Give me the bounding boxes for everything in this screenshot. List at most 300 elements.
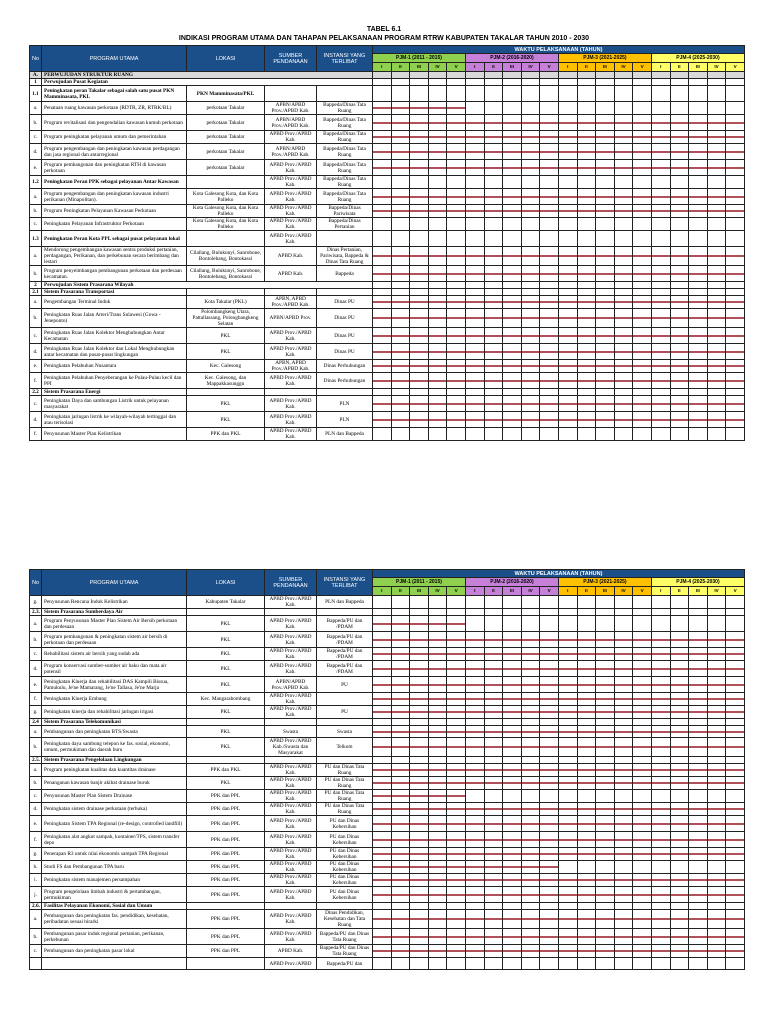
schedule-bar: [540, 668, 558, 670]
schedule-bar: [708, 698, 726, 700]
schedule-bar: [596, 731, 614, 733]
schedule-cell: [484, 803, 503, 816]
schedule-cell: [373, 596, 392, 609]
schedule-cell: [391, 764, 410, 777]
schedule-bar: [671, 711, 689, 713]
table-row: [30, 296, 745, 309]
schedule-bar: [633, 210, 651, 212]
schedule-cell: [447, 266, 466, 282]
item-number: b.: [30, 115, 42, 131]
schedule-cell: [614, 790, 633, 803]
phase-header-1: PJM-1 (2011 - 2015): [373, 578, 466, 587]
schedule-bar: [578, 419, 596, 421]
schedule-cell: [521, 903, 540, 910]
schedule-bar: [410, 317, 428, 319]
program-name: Mendorong pengembangan kawasan sentra produksi pertanian, perdagangan, Perikanan, dan perkebunan secara berimbang dan lestari: [42, 247, 187, 266]
schedule-cell: [391, 616, 410, 632]
schedule-bar: [633, 668, 651, 670]
schedule-cell: [391, 266, 410, 282]
schedule-cell: [540, 726, 559, 738]
schedule-cell: [670, 874, 689, 887]
table-row: [30, 677, 745, 693]
year-header: II: [577, 587, 596, 596]
schedule-bar: [540, 639, 558, 641]
schedule-cell: [726, 632, 745, 648]
schedule-cell: [577, 661, 596, 677]
schedule-cell: [633, 412, 652, 428]
schedule-cell: [670, 632, 689, 648]
schedule-cell: [577, 412, 596, 428]
schedule-cell: [726, 79, 745, 86]
item-number: b.: [30, 309, 42, 328]
schedule-bar: [392, 273, 410, 275]
schedule-cell: [614, 218, 633, 231]
location: perkotaan Takalar: [187, 144, 265, 160]
phase-header-4: PJM-4 (2025-2030): [651, 578, 744, 587]
schedule-cell: [410, 79, 429, 86]
schedule-bar: [429, 301, 447, 303]
location: PPK dan PPL: [187, 887, 265, 903]
schedule-bar: [726, 151, 744, 153]
schedule-cell: [540, 848, 559, 861]
schedule-cell: [633, 396, 652, 412]
schedule-bar: [447, 167, 465, 169]
schedule-bar: [633, 731, 651, 733]
schedule-bar: [540, 950, 558, 952]
schedule-cell: [540, 861, 559, 874]
schedule-bar: [392, 746, 410, 748]
schedule-cell: [503, 803, 522, 816]
agency: Dinas PU: [317, 328, 373, 344]
schedule-cell: [726, 86, 745, 102]
schedule-bar: [689, 782, 707, 784]
item-number: 2.6.: [30, 903, 42, 910]
schedule-bar: [652, 317, 670, 319]
schedule-cell: [484, 764, 503, 777]
schedule-cell: [726, 596, 745, 609]
schedule-cell: [558, 131, 577, 144]
schedule-cell: [447, 247, 466, 266]
schedule-cell: [596, 396, 615, 412]
location: PPK dan PPL: [187, 910, 265, 929]
table-row: [30, 218, 745, 231]
year-header: III: [689, 63, 708, 72]
group-number: 1: [30, 79, 42, 86]
schedule-bar: [429, 746, 447, 748]
schedule-cell: [689, 929, 708, 945]
year-header: III: [410, 63, 429, 72]
schedule-cell: [633, 231, 652, 247]
schedule-bar: [447, 918, 465, 920]
year-header: IV: [614, 587, 633, 596]
schedule-cell: [428, 189, 447, 205]
schedule-cell: [410, 661, 429, 677]
schedule-bar: [540, 403, 558, 405]
program-name: Peningkatan daya sambung telepon ke fas. sosial, ekonomi, umum, permukiman dan daerah buru: [42, 738, 187, 757]
schedule-cell: [651, 726, 670, 738]
schedule-bar: [447, 769, 465, 771]
schedule-bar: [522, 936, 540, 938]
schedule-bar: [540, 196, 558, 198]
schedule-cell: [410, 616, 429, 632]
schedule-bar: [559, 403, 577, 405]
schedule-bar: [447, 668, 465, 670]
schedule-cell: [651, 803, 670, 816]
schedule-bar: [522, 711, 540, 713]
agency: [317, 389, 373, 396]
schedule-cell: [373, 72, 392, 79]
schedule-cell: [651, 719, 670, 726]
location: PPK dan PPL: [187, 848, 265, 861]
schedule-cell: [596, 115, 615, 131]
schedule-cell: [707, 344, 726, 360]
schedule-cell: [521, 102, 540, 115]
schedule-bar: [689, 839, 707, 841]
schedule-cell: [503, 719, 522, 726]
location: PPK dan PKL: [187, 428, 265, 441]
schedule-bar: [410, 419, 428, 421]
schedule-cell: [596, 360, 615, 373]
program-name: Pembangunan dan peningkatan BTS/Swasta: [42, 726, 187, 738]
schedule-bar: [689, 403, 707, 405]
schedule-bar: [540, 918, 558, 920]
schedule-cell: [503, 887, 522, 903]
schedule-bar: [540, 894, 558, 896]
schedule-cell: [670, 848, 689, 861]
schedule-cell: [726, 102, 745, 115]
schedule-cell: [614, 719, 633, 726]
funding-source: APBD Prov./APBD Kab.: [265, 373, 317, 389]
schedule-cell: [558, 412, 577, 428]
schedule-bar: [410, 365, 428, 367]
program-name: Pengembangan Terminal Induk: [42, 296, 187, 309]
schedule-bar: [708, 317, 726, 319]
schedule-cell: [428, 929, 447, 945]
schedule-cell: [540, 231, 559, 247]
schedule-cell: [651, 289, 670, 296]
schedule-cell: [633, 72, 652, 79]
schedule-bar: [615, 403, 633, 405]
schedule-cell: [540, 266, 559, 282]
location: PKL: [187, 344, 265, 360]
schedule-cell: [410, 282, 429, 289]
schedule-bar: [578, 684, 596, 686]
schedule-bar: [708, 839, 726, 841]
schedule-bar: [373, 950, 391, 952]
location: Kota Galesong Kota, dan Kota Palleko: [187, 218, 265, 231]
schedule-bar: [708, 122, 726, 124]
schedule-bar: [726, 698, 744, 700]
table-row: [30, 790, 745, 803]
schedule-cell: [391, 874, 410, 887]
schedule-cell: [428, 131, 447, 144]
year-header: III: [410, 587, 429, 596]
schedule-cell: [726, 344, 745, 360]
schedule-cell: [410, 344, 429, 360]
schedule-bar: [373, 769, 391, 771]
schedule-bar: [429, 335, 447, 337]
schedule-bar: [429, 196, 447, 198]
schedule-bar: [615, 746, 633, 748]
year-header: II: [577, 63, 596, 72]
schedule-cell: [558, 887, 577, 903]
schedule-bar: [559, 122, 577, 124]
schedule-cell: [391, 719, 410, 726]
schedule-bar: [689, 122, 707, 124]
schedule-bar: [726, 196, 744, 198]
schedule-cell: [633, 86, 652, 102]
schedule-bar: [596, 668, 614, 670]
schedule-bar: [596, 853, 614, 855]
schedule-cell: [465, 115, 484, 131]
schedule-bar: [410, 136, 428, 138]
schedule-cell: [540, 247, 559, 266]
schedule-bar: [652, 273, 670, 275]
schedule-cell: [428, 661, 447, 677]
year-header: III: [596, 587, 615, 596]
schedule-cell: [726, 373, 745, 389]
schedule-cell: [633, 296, 652, 309]
funding-source: [265, 389, 317, 396]
schedule-cell: [614, 86, 633, 102]
schedule-cell: [614, 764, 633, 777]
schedule-cell: [484, 832, 503, 848]
schedule-cell: [670, 360, 689, 373]
schedule-bar: [615, 839, 633, 841]
funding-source: APBD Prov./APBD Kab.: [265, 832, 317, 848]
schedule-cell: [447, 764, 466, 777]
schedule-cell: [447, 726, 466, 738]
schedule-bar: [559, 853, 577, 855]
schedule-bar: [485, 317, 503, 319]
schedule-bar: [540, 136, 558, 138]
schedule-cell: [428, 115, 447, 131]
schedule-bar: [596, 746, 614, 748]
schedule-cell: [670, 719, 689, 726]
schedule-bar: [708, 273, 726, 275]
schedule-cell: [465, 887, 484, 903]
schedule-cell: [614, 757, 633, 764]
schedule-bar: [485, 746, 503, 748]
schedule-cell: [465, 832, 484, 848]
schedule-bar: [540, 210, 558, 212]
location: PKL: [187, 396, 265, 412]
schedule-cell: [373, 738, 392, 757]
schedule-cell: [484, 115, 503, 131]
schedule-bar: [559, 255, 577, 257]
schedule-cell: [503, 160, 522, 176]
schedule-cell: [689, 131, 708, 144]
schedule-cell: [521, 282, 540, 289]
schedule-cell: [391, 289, 410, 296]
schedule-cell: [391, 790, 410, 803]
schedule-cell: [707, 328, 726, 344]
schedule-cell: [465, 945, 484, 958]
schedule-cell: [726, 396, 745, 412]
schedule-bar: [392, 795, 410, 797]
schedule-bar: [485, 879, 503, 881]
schedule-cell: [689, 757, 708, 764]
schedule-bar: [503, 853, 521, 855]
schedule-bar: [578, 879, 596, 881]
funding-source: APBD Prov./APBD Kab.: [265, 777, 317, 790]
schedule-cell: [410, 861, 429, 874]
schedule-cell: [670, 247, 689, 266]
table-row: [30, 309, 745, 328]
schedule-bar: [410, 255, 428, 257]
schedule-cell: [689, 360, 708, 373]
item-number: g.: [30, 706, 42, 719]
schedule-bar: [615, 167, 633, 169]
schedule-bar: [708, 196, 726, 198]
schedule-cell: [707, 218, 726, 231]
schedule-cell: [651, 958, 670, 970]
schedule-bar: [410, 879, 428, 881]
schedule-cell: [447, 79, 466, 86]
schedule-cell: [484, 247, 503, 266]
schedule-bar: [671, 698, 689, 700]
schedule-cell: [428, 282, 447, 289]
program-name: Penataan ruang kawasan perkotaan (RDTR, ZR, RTRK/BL): [42, 102, 187, 115]
table-row: [30, 86, 745, 102]
schedule-cell: [651, 231, 670, 247]
funding-source: APBD Prov./APBD Kab.: [265, 328, 317, 344]
schedule-cell: [503, 661, 522, 677]
schedule-bar: [485, 653, 503, 655]
schedule-cell: [651, 609, 670, 616]
item-number: b.: [30, 632, 42, 648]
schedule-bar: [689, 419, 707, 421]
schedule-cell: [447, 832, 466, 848]
schedule-cell: [410, 86, 429, 102]
program-name: Fasilitas Pelayanan Ekonomi, Sosial dan Umum: [42, 903, 187, 910]
schedule-bar: [485, 823, 503, 825]
agency: Bappeda/Dinas Tata Ruang: [317, 131, 373, 144]
schedule-cell: [558, 296, 577, 309]
schedule-cell: [503, 328, 522, 344]
schedule-cell: [577, 777, 596, 790]
schedule-bar: [633, 782, 651, 784]
schedule-cell: [484, 176, 503, 189]
schedule-bar: [726, 782, 744, 784]
schedule-cell: [689, 282, 708, 289]
table-row: [30, 428, 745, 441]
schedule-cell: [484, 726, 503, 738]
schedule-bar: [708, 853, 726, 855]
schedule-cell: [373, 910, 392, 929]
schedule-cell: [651, 296, 670, 309]
table-row: [30, 360, 745, 373]
schedule-cell: [373, 803, 392, 816]
schedule-cell: [521, 861, 540, 874]
table-row: [30, 887, 745, 903]
table-row: [30, 874, 745, 887]
schedule-bar: [652, 731, 670, 733]
schedule-cell: [484, 296, 503, 309]
agency: Bappeda/PU dan /PDAM: [317, 648, 373, 661]
schedule-cell: [558, 396, 577, 412]
schedule-cell: [503, 344, 522, 360]
schedule-cell: [447, 816, 466, 832]
schedule-cell: [558, 764, 577, 777]
schedule-cell: [428, 726, 447, 738]
table-row: [30, 861, 745, 874]
schedule-bar: [373, 653, 391, 655]
schedule-cell: [596, 296, 615, 309]
table-row: [30, 945, 745, 958]
schedule-bar: [652, 950, 670, 952]
agency: PU dan Dinas Kebersihan: [317, 887, 373, 903]
schedule-cell: [670, 176, 689, 189]
schedule-cell: [689, 289, 708, 296]
schedule-cell: [614, 910, 633, 929]
schedule-cell: [410, 706, 429, 719]
schedule-cell: [670, 945, 689, 958]
schedule-cell: [670, 189, 689, 205]
schedule-cell: [503, 945, 522, 958]
schedule-cell: [521, 661, 540, 677]
schedule-cell: [558, 373, 577, 389]
schedule-cell: [373, 360, 392, 373]
schedule-bar: [392, 808, 410, 810]
year-header: III: [503, 63, 522, 72]
schedule-bar: [466, 839, 484, 841]
agency: Bappeda/PU dan /PDAM: [317, 661, 373, 677]
schedule-bar: [633, 853, 651, 855]
schedule-cell: [521, 72, 540, 79]
schedule-cell: [670, 72, 689, 79]
schedule-cell: [373, 102, 392, 115]
year-header: II: [670, 587, 689, 596]
table-row: [30, 266, 745, 282]
schedule-cell: [503, 289, 522, 296]
schedule-bar: [522, 403, 540, 405]
schedule-cell: [373, 632, 392, 648]
schedule-bar: [615, 853, 633, 855]
schedule-bar: [466, 769, 484, 771]
table-row: [30, 131, 745, 144]
schedule-cell: [391, 661, 410, 677]
schedule-bar: [540, 746, 558, 748]
schedule-bar: [578, 769, 596, 771]
schedule-bar: [540, 351, 558, 353]
schedule-cell: [558, 790, 577, 803]
schedule-cell: [540, 803, 559, 816]
location: PKL: [187, 706, 265, 719]
schedule-bar: [578, 403, 596, 405]
funding-source: APBD Prov./APBD Kab.: [265, 176, 317, 189]
schedule-bar: [392, 782, 410, 784]
schedule-cell: [558, 160, 577, 176]
schedule-cell: [726, 910, 745, 929]
schedule-cell: [540, 706, 559, 719]
schedule-cell: [596, 176, 615, 189]
schedule-cell: [410, 231, 429, 247]
schedule-bar: [503, 351, 521, 353]
schedule-cell: [428, 616, 447, 632]
schedule-cell: [726, 296, 745, 309]
schedule-bar: [615, 136, 633, 138]
year-header: I: [465, 63, 484, 72]
schedule-cell: [558, 861, 577, 874]
schedule-cell: [558, 903, 577, 910]
schedule-cell: [447, 412, 466, 428]
schedule-cell: [614, 661, 633, 677]
schedule-bar: [447, 795, 465, 797]
schedule-cell: [465, 328, 484, 344]
schedule-cell: [596, 616, 615, 632]
schedule-cell: [558, 726, 577, 738]
